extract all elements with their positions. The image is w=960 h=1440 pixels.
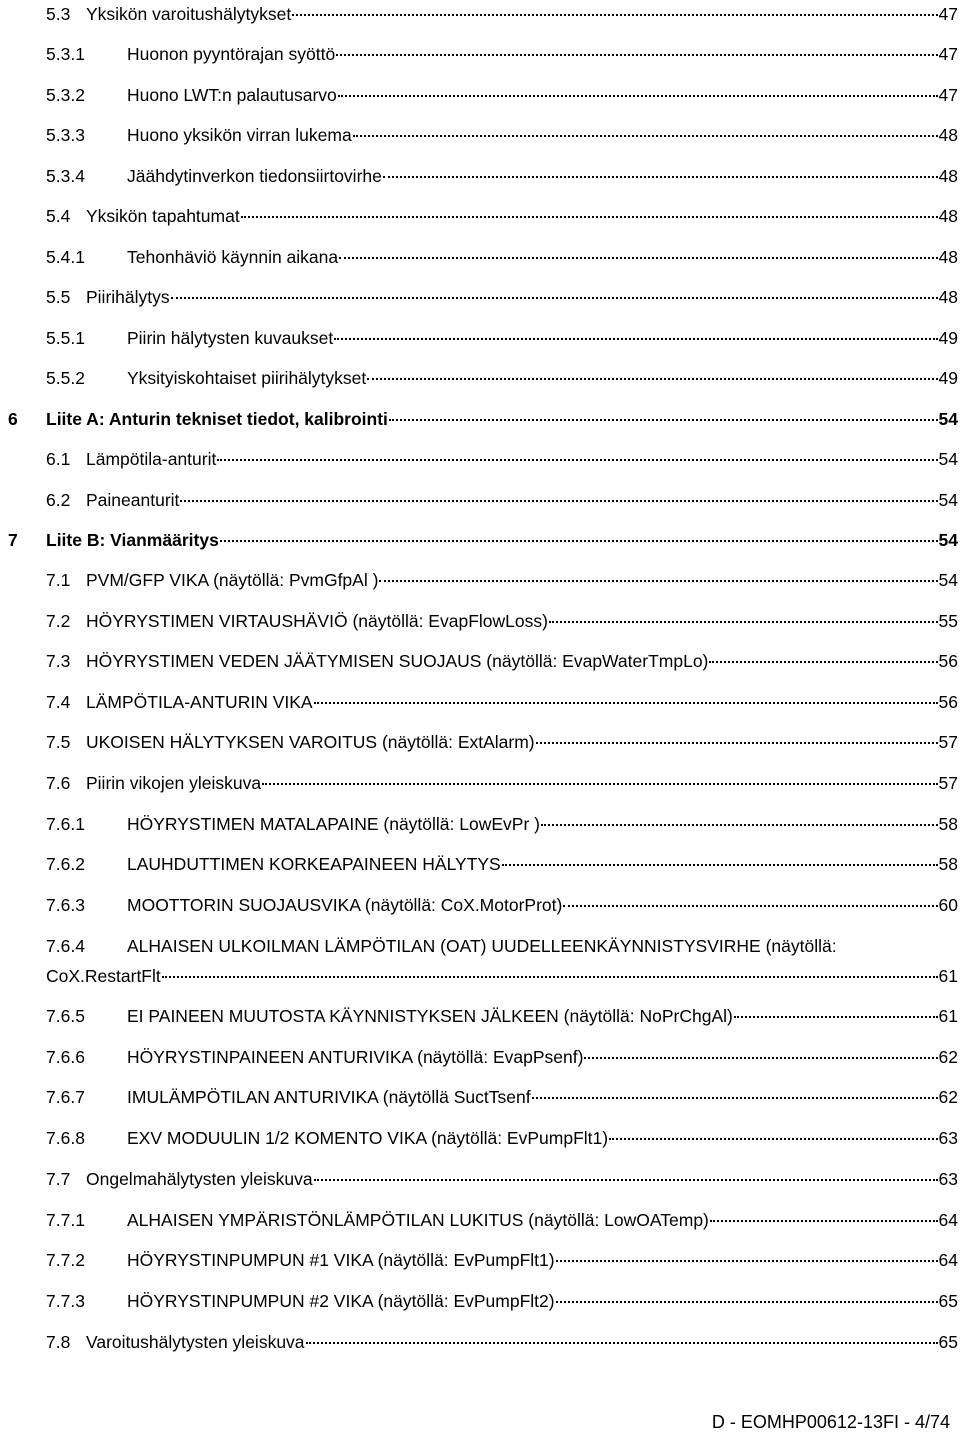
toc-dot-leader	[379, 579, 937, 582]
toc-entry-number: 5.3.1	[46, 44, 85, 64]
page-footer: D - EOMHP00612-13FI - 4/74	[711, 1412, 950, 1432]
toc-page-number: 54	[938, 570, 958, 590]
toc-entry-number: 7.7.2	[46, 1250, 85, 1270]
toc-entry-number: 7.7.3	[46, 1291, 85, 1311]
toc-entry-title: HÖYRYSTINPUMPUN #1 VIKA (näytöllä: EvPumpFlt1)	[127, 1250, 555, 1270]
toc-page-number: 62	[938, 1087, 958, 1107]
toc-entry[interactable]	[0, 812, 958, 842]
toc-entry[interactable]	[0, 649, 958, 679]
toc-page-number: 61	[938, 1006, 958, 1026]
toc-entry-title: UKOISEN HÄLYTYKSEN VAROITUS (näytöllä: ExtAlarm)	[86, 732, 535, 752]
toc-dot-leader	[502, 863, 938, 866]
toc-page-number: 63	[938, 1169, 958, 1189]
toc-entry-number: 6	[8, 409, 18, 429]
toc-entry[interactable]	[0, 488, 958, 518]
toc-page-number: 64	[938, 1210, 958, 1230]
toc-entry-title: Jäähdytinverkon tiedonsiirtovirhe	[127, 166, 382, 186]
toc-entry[interactable]	[0, 1126, 958, 1156]
toc-entry-number: 7.6.7	[46, 1087, 85, 1107]
toc-entry-title: Huonon pyyntörajan syöttö	[127, 44, 336, 64]
toc-entry-title: Tehonhäviö käynnin aikana	[127, 247, 339, 267]
toc-entry-number: 7.3	[46, 651, 71, 671]
toc-entry-title: Lämpötila-anturit	[86, 449, 217, 469]
toc-page-number: 48	[938, 287, 958, 307]
toc-entry[interactable]	[0, 1330, 958, 1360]
toc-dot-leader	[339, 256, 937, 259]
toc-dot-leader	[336, 53, 937, 56]
toc-dot-leader	[532, 1096, 938, 1099]
toc-entry[interactable]	[0, 852, 958, 882]
toc-dot-leader	[217, 458, 937, 461]
toc-entry-title: Piirin vikojen yleiskuva	[86, 773, 262, 793]
toc-entry-title: Liite B: Vianmääritys	[46, 530, 219, 550]
toc-page-number: 64	[938, 1250, 958, 1270]
toc-dot-leader	[563, 904, 937, 907]
toc-entry-title: PVM/GFP VIKA (näytöllä: PvmGfpAl )	[86, 570, 379, 590]
toc-entry-number: 5.4	[46, 206, 71, 226]
toc-entry-number: 7.4	[46, 692, 71, 712]
toc-entry-number: 5.3.2	[46, 85, 85, 105]
toc-entry-title: LÄMPÖTILA-ANTURIN VIKA	[86, 692, 313, 712]
toc-dot-leader	[734, 1015, 938, 1018]
toc-entry[interactable]	[0, 730, 958, 760]
toc-entry-number: 7.6.4	[46, 936, 85, 956]
toc-entry-title: Liite A: Anturin tekniset tiedot, kalibrointi	[46, 409, 388, 429]
toc-page-number: 57	[938, 773, 958, 793]
toc-dot-leader	[556, 1300, 938, 1303]
toc-entry[interactable]	[0, 2, 958, 32]
toc-dot-leader	[383, 175, 938, 178]
toc-entry-number: 7.6.2	[46, 854, 85, 874]
toc-entry-title: Huono yksikön virran lukema	[127, 125, 352, 145]
toc-entry-title: ALHAISEN YMPÄRISTÖNLÄMPÖTILAN LUKITUS (näytöllä: LowOATemp)	[127, 1210, 709, 1230]
toc-entry-title: LAUHDUTTIMEN KORKEAPAINEEN HÄLYTYS	[127, 854, 501, 874]
toc-entry-number: 7.2	[46, 611, 71, 631]
toc-entry[interactable]	[0, 366, 958, 396]
toc-dot-leader	[353, 134, 938, 137]
toc-entry-number: 5.3	[46, 4, 71, 24]
toc-entry-title: Ongelmahälytysten yleiskuva	[86, 1169, 313, 1189]
toc-entry[interactable]	[0, 690, 958, 720]
toc-entry[interactable]	[0, 1289, 958, 1319]
toc-entry[interactable]	[0, 1167, 958, 1197]
toc-entry-title: MOOTTORIN SUOJAUSVIKA (näytöllä: CoX.MotorProt)	[127, 895, 563, 915]
toc-entry-title: CoX.RestartFlt	[46, 966, 161, 986]
toc-page-number: 60	[938, 895, 958, 915]
toc-dot-leader	[262, 782, 937, 785]
toc-entry-number: 7.5	[46, 732, 71, 752]
toc-page-number: 48	[938, 206, 958, 226]
toc-page-number: 47	[938, 4, 958, 24]
toc-entry-title: Piirihälytys	[86, 287, 170, 307]
toc-page-number: 54	[938, 409, 958, 429]
toc-entry[interactable]	[0, 568, 958, 598]
toc-entry-title: Paineanturit	[86, 490, 180, 510]
toc-entry-number: 7.6.8	[46, 1128, 85, 1148]
toc-entry-title: Piirin hälytysten kuvaukset	[127, 328, 334, 348]
toc-dot-leader	[338, 94, 938, 97]
toc-entry[interactable]	[0, 934, 958, 994]
toc-entry-title: ALHAISEN ULKOILMAN LÄMPÖTILAN (OAT) UUDELLEENKÄYNNISTYSVIRHE (näytöllä:	[127, 936, 837, 956]
toc-entry[interactable]	[0, 123, 958, 153]
toc-entry-title: Huono LWT:n palautusarvo	[127, 85, 337, 105]
toc-entry[interactable]	[0, 83, 958, 113]
toc-entry[interactable]	[0, 528, 958, 558]
toc-page-number: 47	[938, 85, 958, 105]
toc-entry-number: 5.3.4	[46, 166, 85, 186]
toc-entry-number: 7.6.5	[46, 1006, 85, 1026]
toc-entry[interactable]	[0, 1045, 958, 1075]
toc-entry-title: HÖYRYSTIMEN MATALAPAINE (näytöllä: LowEvPr )	[127, 814, 540, 834]
toc-entry[interactable]	[0, 42, 958, 72]
toc-page-number: 55	[938, 611, 958, 631]
toc-dot-leader	[584, 1056, 937, 1059]
toc-entry-number: 5.5.2	[46, 368, 85, 388]
toc-entry[interactable]	[0, 609, 958, 639]
toc-dot-leader	[367, 377, 937, 380]
toc-page-number: 57	[938, 732, 958, 752]
toc-entry[interactable]	[0, 245, 958, 275]
toc-page-number: 49	[938, 368, 958, 388]
toc-entry-title: HÖYRYSTINPAINEEN ANTURIVIKA (näytöllä: EvapPsenf)	[127, 1047, 584, 1067]
toc-page-number: 58	[938, 814, 958, 834]
toc-dot-leader	[314, 1178, 938, 1181]
toc-page-number: 47	[938, 44, 958, 64]
toc-dot-leader	[556, 1259, 938, 1262]
toc-entry-title: IMULÄMPÖTILAN ANTURIVIKA (näytöllä SuctTsenf	[127, 1087, 531, 1107]
toc-dot-leader	[292, 13, 937, 16]
toc-dot-leader	[541, 823, 938, 826]
toc-page-number: 54	[938, 449, 958, 469]
toc-entry-number: 7.7	[46, 1169, 71, 1189]
toc-dot-leader	[710, 1219, 938, 1222]
toc-entry-title: EXV MODUULIN 1/2 KOMENTO VIKA (näytöllä: EvPumpFlt1)	[127, 1128, 609, 1148]
toc-entry-title: HÖYRYSTIMEN VEDEN JÄÄTYMISEN SUOJAUS (näytöllä: EvapWaterTmpLo)	[86, 651, 709, 671]
toc-entry[interactable]	[0, 326, 958, 356]
toc-dot-leader	[180, 499, 937, 502]
toc-dot-leader	[241, 215, 938, 218]
toc-entry[interactable]	[0, 1248, 958, 1278]
toc-dot-leader	[609, 1137, 937, 1140]
toc-entry[interactable]	[0, 893, 958, 923]
toc-entry[interactable]	[0, 204, 958, 234]
toc-page-number: 62	[938, 1047, 958, 1067]
toc-page-number: 48	[938, 166, 958, 186]
toc-entry-number: 5.5.1	[46, 328, 85, 348]
toc-entry[interactable]	[0, 447, 958, 477]
toc-dot-leader	[334, 337, 937, 340]
toc-entry-number: 7.6.1	[46, 814, 85, 834]
toc-entry-number: 5.3.3	[46, 125, 85, 145]
toc-dot-leader	[220, 539, 938, 542]
toc-page-number: 54	[938, 530, 958, 550]
toc-entry[interactable]	[0, 164, 958, 194]
toc-page-number: 65	[938, 1332, 958, 1352]
toc-dot-leader	[536, 741, 938, 744]
toc-dot-leader	[171, 296, 938, 299]
toc-entry-number: 5.5	[46, 287, 71, 307]
toc-entry-number: 5.4.1	[46, 247, 85, 267]
toc-dot-leader	[549, 620, 938, 623]
toc-dot-leader	[306, 1341, 938, 1344]
toc-entry-title: Yksityiskohtaiset piirihälytykset	[127, 368, 367, 388]
toc-entry[interactable]	[0, 285, 958, 315]
toc-dot-leader	[389, 418, 938, 421]
toc-entry-title: Varoitushälytysten yleiskuva	[86, 1332, 305, 1352]
toc-entry[interactable]	[0, 1085, 958, 1115]
toc-entry-number: 7.6.3	[46, 895, 85, 915]
toc-page-number: 49	[938, 328, 958, 348]
toc-entry-number: 7.6	[46, 773, 71, 793]
toc-entry-number: 7.7.1	[46, 1210, 85, 1230]
toc-entry-title: HÖYRYSTINPUMPUN #2 VIKA (näytöllä: EvPumpFlt2)	[127, 1291, 555, 1311]
toc-page-number: 48	[938, 247, 958, 267]
toc-page-number: 48	[938, 125, 958, 145]
toc-entry[interactable]	[0, 771, 958, 801]
toc-entry-title: Yksikön tapahtumat	[86, 206, 240, 226]
toc-page-number: 56	[938, 692, 958, 712]
toc-page-number: 65	[938, 1291, 958, 1311]
toc-page-number: 63	[938, 1128, 958, 1148]
toc-entry-title: EI PAINEEN MUUTOSTA KÄYNNISTYKSEN JÄLKEEN (näytöllä: NoPrChgAl)	[127, 1006, 733, 1026]
toc-entry-number: 6.2	[46, 490, 71, 510]
toc-entry-title: Yksikön varoitushälytykset	[86, 4, 292, 24]
toc-dot-leader	[709, 660, 937, 663]
toc-dot-leader	[162, 975, 938, 978]
toc-entry[interactable]	[0, 407, 958, 437]
toc-entry-number: 7.8	[46, 1332, 71, 1352]
toc-entry-number: 7	[8, 530, 18, 550]
toc-entry-number: 7.6.6	[46, 1047, 85, 1067]
toc-entry[interactable]	[0, 1004, 958, 1034]
toc-page-number: 58	[938, 854, 958, 874]
toc-page-number: 61	[938, 966, 958, 986]
toc-entry[interactable]	[0, 1208, 958, 1238]
toc-dot-leader	[314, 701, 938, 704]
toc-page-number: 54	[938, 490, 958, 510]
toc-entry-number: 6.1	[46, 449, 71, 469]
toc-entry-title: HÖYRYSTIMEN VIRTAUSHÄVIÖ (näytöllä: EvapFlowLoss)	[86, 611, 548, 631]
toc-entry-number: 7.1	[46, 570, 71, 590]
toc-page-number: 56	[938, 651, 958, 671]
